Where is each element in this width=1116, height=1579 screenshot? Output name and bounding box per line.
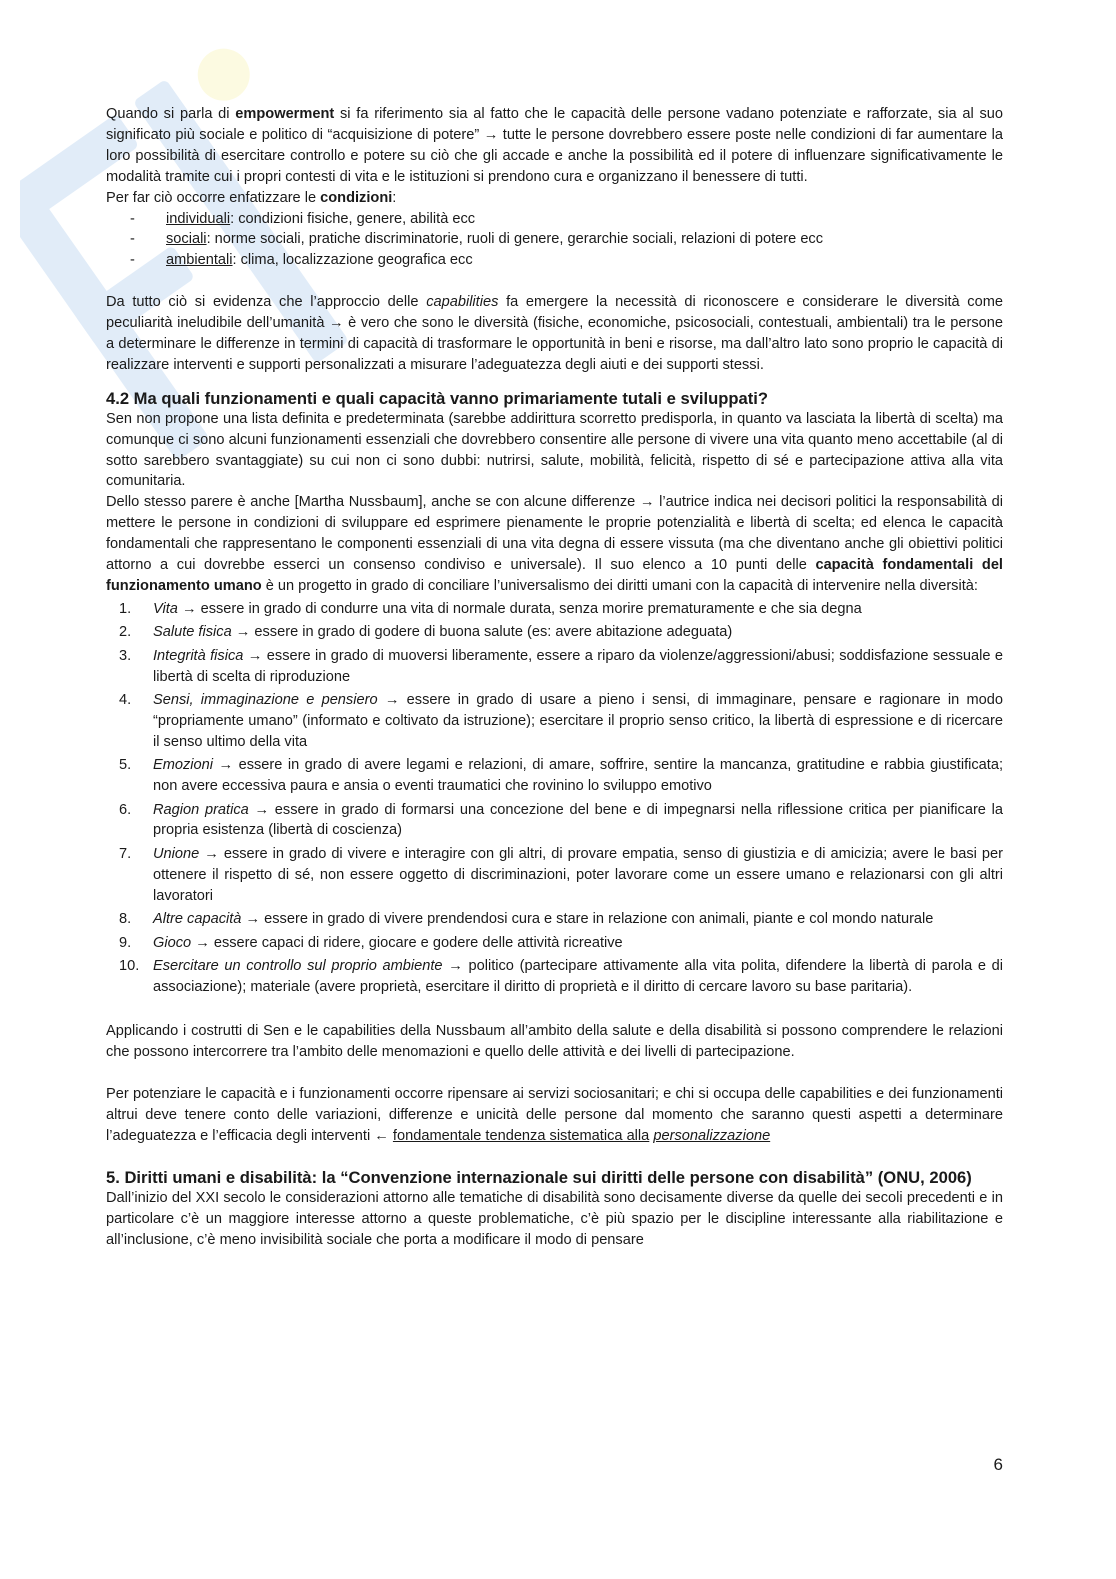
list-item: 6. Ragion pratica → essere in grado di formarsi una concezione del bene e di impegnarsi nella riflessione critica per pianificare la propria esistenza (libertà di coscienza): [119, 801, 1003, 839]
paragraph-sen-nussbaum-health: Applicando i costrutti di Sen e le capabilities della Nussbaum all’ambito della salute e della disabilità si possono comprendere le relazioni che possono intercorrere tra l’ambito delle menomazioni e quello delle attività e dei livelli di partecipazione.: [106, 1023, 1003, 1061]
paragraph-nussbaum: Dello stesso parere è anche [Martha Nussbaum], anche se con alcune differenze → l’autrice indica nei decisori politici la responsabilità di mettere le persone in condizioni di sviluppare ed esprimere pienamente le proprie potenzialità e libertà di scelta; ed elenca le capacità fondamentali che rappresentano le componenti essenziali di una vita degna di essere vissuta (ma che diventano anche gli obiettivi politici attorno a cui dovrebbe esserci un consenso condiviso e universale). Il suo elenco a 10 punti delle capacità fondamentali del funzionamento umano è un progetto in grado di conciliare l’universalismo dei diritti umani con la capacità di intervenire nella diversità:: [106, 494, 1003, 595]
conditions-list: [106, 209, 1003, 272]
arrow-right-icon: →: [448, 957, 463, 974]
arrow-right-icon: →: [218, 757, 234, 774]
arrow-right-icon: →: [247, 647, 263, 664]
list-item: 1. Vita → essere in grado di condurre una vita di normale durata, senza morire prematuramente e che sia degna: [119, 600, 862, 617]
list-item: - sociali: norme sociali, pratiche discriminatorie, ruoli di genere, gerarchie sociali, relazioni di potere ecc: [130, 229, 1003, 250]
section-heading-4-2: 4.2 Ma quali funzionamenti e quali capacità vanno primariamente tutali e sviluppati?: [106, 388, 769, 408]
capabilities-list: [106, 599, 1003, 998]
list-item: 9. Gioco → essere capaci di ridere, giocare e godere delle attività ricreative: [119, 934, 623, 951]
arrow-right-icon: →: [254, 801, 270, 818]
list-item: 8. Altre capacità → essere in grado di vivere prendendosi cura e stare in relazione con animali, piante e col mondo naturale: [119, 911, 934, 928]
list-item: 2. Salute fisica → essere in grado di godere di buona salute (es: avere abitazione adeguata): [119, 624, 733, 641]
arrow-right-icon: →: [181, 600, 197, 617]
paragraph-conditions: Per far ciò occorre enfatizzare le condizioni:: [106, 189, 397, 206]
arrow-right-icon: →: [245, 911, 261, 928]
arrow-right-icon: →: [384, 692, 400, 709]
list-item: - individuali: condizioni fisiche, genere, abilità ecc: [130, 209, 1003, 230]
arrow-right-icon: →: [329, 315, 344, 332]
list-item: 7. Unione → essere in grado di vivere e interagire con gli altri, di provare empatia, senso di giustizia e di amicizia; avere le basi per ottenere il rispetto di sé, non essere oggetto di discriminazioni, poter lavorare come un essere umano e relazionarsi con gli altri lavoratori: [119, 845, 1003, 904]
list-item: 10. Esercitare un controllo sul proprio ambiente → politico (partecipare attivamente alla vita polita, difendere la libertà di parola e di associazione); materiale (avere proprietà, esercitare il diritto di proprietà e il diritto di cercare lavoro su base paritaria).: [119, 957, 1003, 995]
list-item: 4. Sensi, immaginazione e pensiero → essere in grado di usare a pieno i sensi, di immaginare, pensare e ragionare in modo “propriamente umano” (informato e coltivato da istruzione); esercitare il proprio senso critico, la libertà di espressione e di ricercare il senso ultimo della vita: [119, 692, 1003, 750]
list-item: 3. Integrità fisica → essere in grado di muoversi liberamente, essere a riparo da violenze/aggressioni/abusi; soddisfazione sessuale e libertà di scelta di riproduzione: [119, 647, 1003, 685]
list-item: 5. Emozioni → essere in grado di avere legami e relazioni, di amare, soffrire, sentire la mancanza, gratitudine e rabbia giustificata; non avere eccessiva paura e ansia o eventi traumatici che rovinino lo sviluppo emotivo: [119, 757, 1004, 795]
paragraph-personalization: Per potenziare le capacità e i funzionamenti occorre ripensare ai servizi sociosanitari; e chi si occupa delle capabilities e dei funzionamenti altrui deve tenere conto delle variazioni, differenze e unicità delle persone dal momento che saranno questi aspetti a determinare l’adeguatezza e l’efficacia degli interventi ← fondamentale tendenza sistematica alla personalizzazione: [106, 1085, 1003, 1144]
arrow-right-icon: →: [235, 624, 251, 641]
arrow-right-icon: →: [639, 494, 655, 511]
paragraph-capabilities-diversity: Da tutto ciò si evidenza che l’approccio delle capabilities fa emergere la necessità di riconoscere e considerare le diversità come peculiarità ineludibile dell’umanità → è vero che sono le diversità (fisiche, economiche, psicosociali, contestuali, ambientali) tra le persone a determinare le differenze in termini di capacità di trasformare le opportunità in beni e risorse, ma dall’altro lato sono proprio le capacità di realizzare interventi e supporti personalizzati a misurare l’adeguatezza degli aiuti e dei supporti stessi.: [106, 294, 1003, 373]
list-item: - ambientali: clima, localizzazione geografica ecc: [130, 250, 1003, 271]
document-page: [106, 104, 1003, 1251]
page-number: 6: [993, 1455, 1003, 1474]
paragraph-sen: Sen non propone una lista definita e predeterminata (sarebbe addirittura scorretto predisporla, in quanto va lasciata la libertà di scelta) ma comunque ci sono alcuni funzionamenti essenziali che dovrebbero consentire alle persone di vivere una vita quanto meno accettabile (al di sotto sarebbero svantaggiate) su cui non ci sono dubbi: nutrirsi, salute, mobilità, felicità, rispetto di sé e partecipazione attiva alla vita comunitaria.: [106, 410, 1003, 490]
arrow-right-icon: →: [204, 845, 219, 862]
arrow-left-icon: ←: [374, 1127, 389, 1144]
paragraph-xxi-century: Dall’inizio del XXI secolo le considerazioni attorno alle tematiche di disabilità sono decisamente diverse da quelle dei secoli precedenti e in particolare c’è un maggiore interesse attorno a queste problematiche, c’è più spazio per le discipline interessante alla riabilitazione e all’inclusione, c’è meno invisibilità sociale che porta a modificare il modo di pensare: [106, 1190, 1003, 1249]
arrow-right-icon: →: [483, 126, 499, 143]
term-empowerment: empowerment: [235, 106, 335, 122]
arrow-right-icon: →: [195, 934, 210, 951]
section-heading-5: 5. Diritti umani e disabilità: la “Convenzione internazionale sui diritti delle persone con disabilità” (ONU, 2006): [106, 1168, 972, 1188]
paragraph-empowerment: Quando si parla di empowerment si fa riferimento sia al fatto che le capacità delle persone vadano potenziate e rafforzate, sia al suo significato più sociale e politico di “acquisizione di potere” → tutte le persone dovrebbero essere poste nelle condizioni di far aumentare la loro possibilità di esercitare controllo e potere su ciò che gli accade e anche la possibilità ed il potere di influenzare significativamente le modalità tramite cui i propri contesti di vita e le istituzioni si prendono cura e organizzano il benessere di tutti.: [106, 106, 1003, 185]
